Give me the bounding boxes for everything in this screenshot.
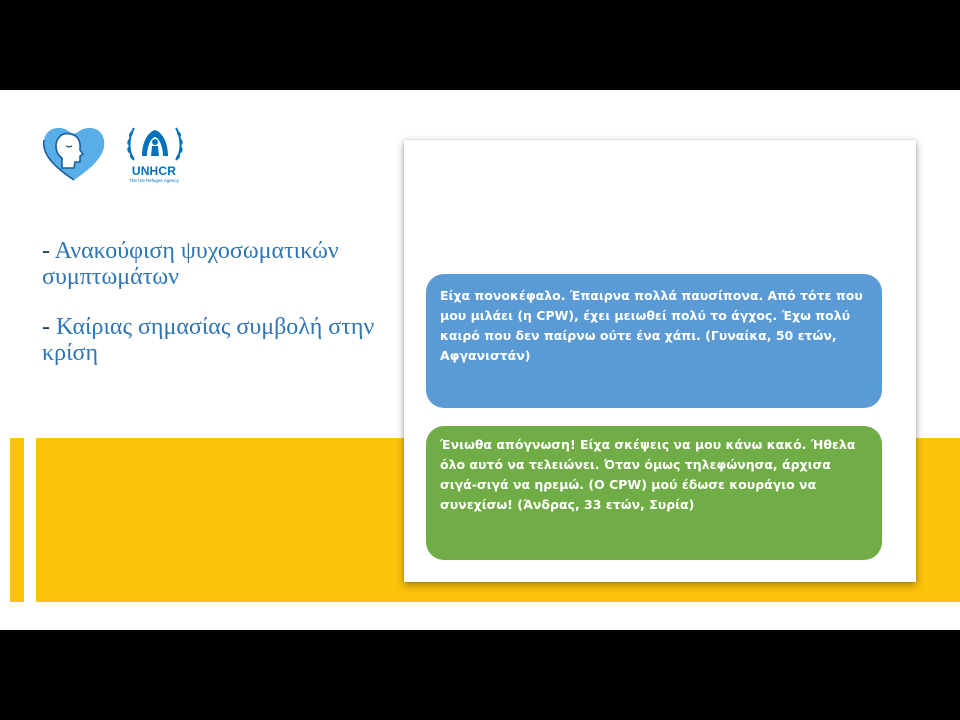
slide [0,90,960,630]
point-crisis [42,314,392,366]
point-text: Ανακούφιση ψυχοσωματικών συμπτωμάτων [42,238,339,290]
point-dash: - [42,238,55,264]
quote-box-man: Ένιωθα απόγνωση! Είχα σκέψεις να μου κάνω κακό. Ήθελα όλο αυτό να τελειώνει. Όταν όμως τηλεφώνησα, άρχισα σιγά-σιγά να ηρεμώ. (Ο CPW) μού έδωσε κουράγιο να συνεχίσω! (Άνδρας, 33 ετών, Συρία) [426,426,882,560]
quote-box-woman: Είχα πονοκέφαλο. Έπαιρνα πολλά παυσίπονα. Από τότε που μου μιλάει (η CPW), έχει μειωθεί πολύ το άγχος. Έχω πολύ καιρό που δεν παίρνω ούτε ένα χάπι. (Γυναίκα, 50 ετών, Αφγανιστάν) [426,274,882,408]
point-relief [42,238,392,290]
unhcr-wordmark: UNHCR [131,164,177,178]
head-heart-icon [40,122,108,184]
yellow-band-tab [10,438,24,602]
point-dash: - [42,314,56,340]
unhcr-tagline: The UN Refugee Agency [129,178,179,183]
key-points [42,238,392,390]
quotes-card [404,140,916,582]
point-text: Καίριας σημασίας συμβολή στην κρίση [42,314,375,366]
